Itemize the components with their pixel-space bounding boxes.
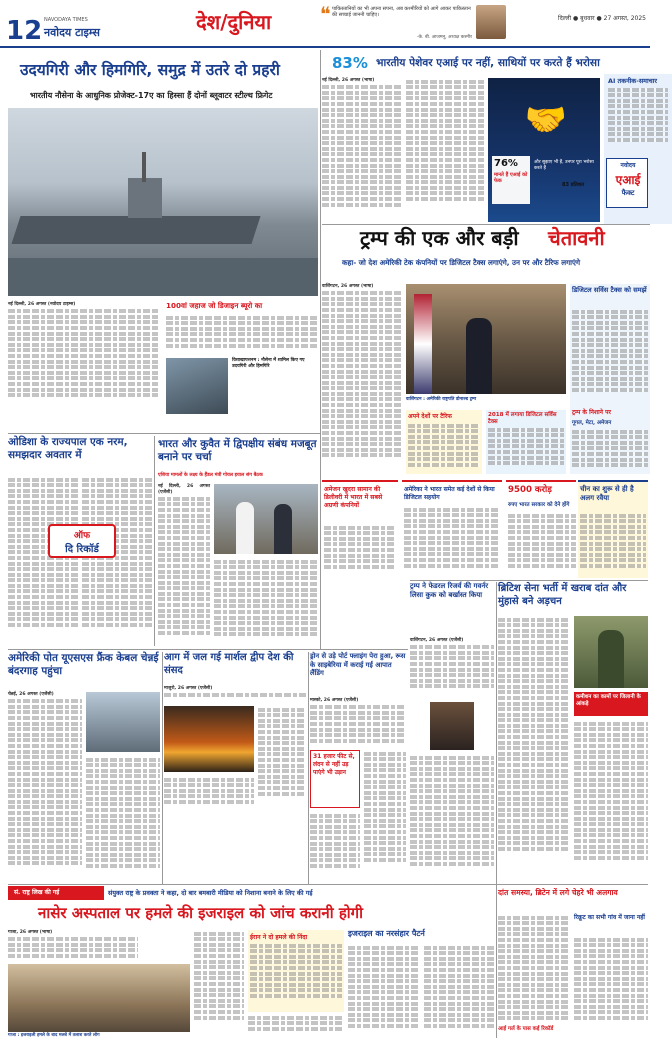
kuwait-photo — [214, 484, 318, 554]
handshake-icon: 🤝 — [524, 100, 568, 140]
rule-v-fed — [496, 582, 497, 1038]
flag-left — [414, 294, 432, 394]
drone-headline: ड्रोन से उड़े पोर्ट फ्लाइंग पेरा हुआ, रूस के साइबेरिया में कराई गई आपात लैंडिंग — [310, 652, 406, 677]
trump-sidebox3-title: ट्रम्प के निशाने पर — [572, 409, 611, 416]
kuwait-headline: भारत और कुवैत में द्विपक्षीय संबंध मजबूत बनाने पर चर्चा — [158, 438, 317, 463]
iran-box-title: ईरान ने दो हमले की निंदा — [250, 934, 308, 941]
trump-sidebox3-sub: गूगल, मेटा, अमेजन — [572, 420, 612, 426]
british-side-story — [574, 914, 648, 1038]
ai-headline-percent: 83% — [332, 54, 368, 72]
british-photo — [574, 616, 648, 688]
rule-v-uspost — [162, 652, 163, 884]
ai-stat2-label: और सुझाए भी हैं, उनपर पूरा भरोसा करते हैं — [534, 160, 594, 171]
odisha-body-right — [82, 476, 152, 644]
digital-tax-title: डिजिटल सर्विस टैक्स को समझें — [572, 286, 647, 294]
amazon-text — [324, 524, 396, 578]
drone-body-right — [364, 750, 406, 882]
us-india-box — [402, 480, 502, 578]
digital-tax-box — [570, 284, 650, 474]
navy-body-left — [8, 302, 158, 414]
ai-fact-text — [608, 86, 668, 156]
british-side-title: कमीशन का कामों पर जिलानी के आंकड़े — [576, 694, 641, 707]
odisha-story — [8, 436, 152, 646]
un-headline: संयुक्त राष्ट्र के प्रवक्ता ने कहा, दो बार बमबारी मीडिया को निशाना बनाने के लिए की गई — [108, 889, 313, 897]
uspost-headline: अमेरिकी पोत यूएसएस फ्रैंक केबल चेन्नई बंदरगाह पहुंचा — [8, 652, 159, 677]
ai-fact-box — [604, 74, 672, 224]
china-box — [578, 480, 648, 578]
trump-dateline: वाशिंगटन, 26 अगस्त (भाषा) — [322, 284, 374, 289]
rule-v-odisha — [154, 436, 155, 646]
british-side-headline: रिक्रूट का सभी गांव में जाना नहीं — [574, 914, 645, 921]
soldier-figure — [598, 630, 624, 688]
story-100-box — [166, 302, 318, 430]
rule-v-main — [320, 50, 321, 650]
drone-body — [310, 698, 406, 748]
british-story — [498, 582, 648, 884]
china-headline: चीन का शुरू से ही है अलग रवैया — [580, 485, 634, 502]
box-9500-text: रुपए भारत सरकार को देने होंगे — [508, 502, 570, 508]
trump-sidebox1 — [406, 410, 482, 474]
odisha-body-left — [8, 476, 78, 644]
british-headline: ब्रिटिश सेना भर्ती में खराब दांत और मुंहासे बने अड़चन — [498, 583, 627, 607]
drone-body-bottom — [310, 812, 360, 882]
quarrel-body — [498, 914, 570, 1038]
kuwait-story — [156, 436, 318, 646]
masthead — [0, 0, 650, 50]
fire-body — [164, 686, 306, 702]
navy-dateline: नई दिल्ली, 26 अगस्त (नवोदय टाइम्स) — [8, 302, 76, 307]
trump-story — [322, 226, 650, 476]
uspost-dateline: चेन्नई, 26 अगस्त (एजेंसी) — [8, 692, 54, 697]
fed-headline: ट्रम्प ने फेडरल रिजर्व की गवर्नर लिसा कुक को बर्खास्त किया — [410, 582, 489, 599]
british-side-text — [574, 936, 648, 1036]
iran-box — [248, 930, 344, 1012]
genocide-box — [348, 930, 496, 1040]
masthead-rule — [0, 46, 650, 48]
off-record-top: ऑफ — [73, 531, 91, 541]
ai-fact-badge3: फैक्ट — [621, 189, 635, 197]
genocide-text-right — [424, 944, 496, 1040]
fed-story — [410, 582, 494, 884]
ai-body-mid — [406, 78, 484, 222]
quote-author-portrait — [476, 5, 506, 39]
nasser-photo — [8, 964, 190, 1032]
trump-body — [322, 284, 402, 474]
kuwait-figure-right — [274, 504, 292, 554]
un-strip — [8, 886, 496, 900]
off-record-bottom: दि रिकॉर्ड — [65, 544, 99, 555]
rule-v-fire — [308, 652, 309, 884]
trump-sidebox2-title: 2018 में लगाया डिजिटल सर्विस टैक्स — [488, 412, 557, 425]
trump-sidebox2-text — [488, 426, 564, 472]
trump-sidebox1-title: अपने देशों पर टैरिफ — [408, 413, 452, 420]
quarrel-headline: दांत समस्या, ब्रिटेन में लगे चेहरे भी अलगाव — [498, 888, 618, 897]
story-100-headline: 100वां जहाज जो डिजाइन ब्यूरो का — [166, 301, 263, 310]
fire-body-right — [258, 706, 306, 810]
fire-story — [164, 652, 306, 812]
box-9500 — [506, 480, 576, 578]
nasser-body-right — [248, 1014, 344, 1040]
trump-sidebox3-text — [572, 428, 648, 472]
rule-h-row3 — [8, 433, 320, 434]
quarrel-headline-2: आई गर्ल के पास कई रिकॉर्ड — [498, 1026, 554, 1032]
quote-mark-icon: ❝ — [320, 2, 331, 26]
trump-photo-caption: वाशिंगटन : अमेरिकी राष्ट्रपति डोनाल्ड ट्रम्प — [406, 397, 477, 402]
trump-photo — [406, 284, 566, 394]
rule-h-bottom — [8, 884, 648, 885]
uspost-body-right — [86, 756, 160, 882]
navy-story — [8, 52, 318, 432]
kuwait-body-left — [158, 484, 210, 644]
fire-headline: आग में जल गई मार्शल द्वीप देश की संसद — [164, 652, 294, 676]
ai-story — [322, 52, 657, 224]
ai-stat3-box — [562, 182, 600, 222]
navy-inset-photo — [166, 358, 228, 414]
paper-name: नवोदय टाइम्स — [44, 26, 100, 39]
ai-stat1-value: 76% — [494, 158, 518, 169]
china-text — [580, 512, 646, 578]
ai-fact-badge — [606, 158, 648, 208]
us-india-headline: अमेरिका ने भारत समेत कई देशों से किया डिजिटल सहयोग — [404, 486, 495, 501]
rule-h-mid-right — [410, 580, 648, 581]
navy-headline: उदयगिरी और हिमगिरि, समुद्र में उतरे दो प्रहरी — [20, 61, 280, 79]
trump-headline-pre: ट्रम्प की एक और बड़ी — [360, 226, 519, 250]
ai-fact-badge1: नवोदय — [620, 162, 636, 169]
fed-photo — [430, 702, 474, 750]
genocide-text-left — [348, 944, 420, 1040]
ai-dateline: नई दिल्ली, 26 अगस्त (भाषा) — [322, 78, 375, 83]
drone-dateline: मास्को, 26 अगस्त (एजेंसी) — [310, 698, 359, 703]
page-number: 12 — [6, 16, 43, 46]
trump-figure — [466, 318, 492, 394]
navy-photo-caption: विशाखापत्तनम : नौसेना में शामिल किए गए उदयगिरी और हिमगिरि — [232, 358, 305, 369]
quote-box — [320, 4, 472, 44]
quarrel-story — [498, 888, 648, 1040]
uspost-story — [8, 652, 160, 884]
kuwait-subhead: एशिया मामलों के लक्ष्य के हैंडल मंत्री गोयल इयाल संग बैठक — [158, 473, 263, 478]
fire-dateline: माजुरो, 26 अगस्त (एजेंसी) — [164, 686, 213, 691]
british-body-right — [574, 720, 648, 882]
box-9500-number: 9500 करोड़ — [508, 485, 552, 495]
ai-stat1-box — [492, 156, 530, 204]
trump-sidebox1-text — [408, 422, 480, 472]
odisha-headline: ओडिशा के राज्यपाल एक नरम, समझदार अवतार में — [8, 436, 128, 461]
kuwait-body-right — [214, 558, 318, 644]
story-31-headline: 31 हजार फीट से, लंदन से नहीं उड़ पाएंगे भी उड़ान — [313, 753, 355, 776]
water — [8, 258, 318, 296]
story-100-text — [166, 314, 318, 354]
navy-photo — [8, 108, 318, 296]
ai-fact-badge2: एआई — [615, 173, 641, 187]
date-line: दिल्ली ● बुधवार ● 27 अगस्त, 2025 — [558, 15, 646, 22]
fed-body — [410, 638, 494, 698]
fed-body-bottom — [410, 754, 494, 882]
fed-dateline: वाशिंगटन, 26 अगस्त (एजेंसी) — [410, 638, 464, 643]
nasser-story — [8, 904, 496, 1041]
genocide-headline: इजराइल का नरसंहार पैटर्न — [348, 929, 425, 938]
story-31-box — [310, 750, 360, 808]
rule-h-row2 — [322, 224, 650, 225]
ai-stat1-label: मानते हैं एआई को फेक — [494, 172, 528, 184]
nasser-body — [8, 930, 138, 962]
off-record-badge — [48, 524, 116, 558]
ship-hull — [11, 216, 260, 244]
ai-fact-title: AI तकनीक-समाचार — [608, 77, 657, 85]
amazon-box — [322, 480, 398, 578]
paper-name-small: NAVODAYA TIMES — [44, 17, 88, 23]
trump-sidebox2 — [486, 410, 566, 474]
nasser-dateline: गाजा, 26 अगस्त (भाषा) — [8, 930, 53, 935]
us-india-text — [404, 506, 500, 578]
nasser-photo-caption: गाजा : इजराइली हमले के बाद मलबे में तलाश करते लोग — [8, 1033, 100, 1038]
fire-body-bottom — [164, 776, 254, 810]
digital-tax-text — [572, 308, 648, 404]
nasser-body-mid — [194, 930, 244, 1038]
navy-subhead: भारतीय नौसेना के आधुनिक प्रोजेक्ट-17ए का हिस्सा हैं दोनों ब्लूवाटर स्टील्थ फ्रिगेट — [30, 91, 273, 100]
section-title: देश/दुनिया — [196, 10, 272, 34]
iran-box-text — [250, 942, 342, 1010]
trump-headline-post: चेतावनी — [548, 226, 605, 250]
quote-author: -के. बी. आजमनू, अध्यक्ष कश्मीर — [416, 35, 472, 40]
ai-headline: भारतीय पेशेवर एआई पर नहीं, साथियों पर करते हैं भरोसा — [376, 57, 600, 69]
rule-h-row4 — [8, 649, 408, 650]
nasser-headline: नासेर अस्पताल पर हमले की इजराइल को जांच करानी होगी — [38, 904, 363, 922]
fire-photo — [164, 706, 254, 772]
uspost-photo — [86, 692, 160, 752]
section-banner — [182, 0, 318, 46]
box-9500-body — [508, 512, 576, 578]
uspost-body-left — [8, 692, 82, 882]
trump-subhead: कहा- जो देश अमेरिकी टेक कंपनियों पर डिजिटल टैक्स लगाएंगे, उन पर और टैरिफ लगाएंगे — [342, 258, 581, 267]
british-side-box — [574, 692, 648, 716]
quote-text: पाकिस्तानियों का भी अपना सपना, अब कश्मीरियों को आगे आकर पाकिस्तान की सच्चाई जाननी चाहिए। — [332, 6, 471, 19]
british-body — [498, 616, 570, 882]
kuwait-figure-left — [236, 502, 254, 554]
ship-tower — [128, 178, 162, 218]
drone-story — [310, 652, 406, 884]
kuwait-dateline: नई दिल्ली, 26 अगस्त (एजेंसी) — [158, 484, 210, 495]
un-tag: सं. राष्ट्र लिख की गई — [8, 886, 104, 900]
ship-mast — [142, 152, 146, 182]
amazon-headline: अमेजन खुदरा सामान की डिलीवरी में भारत में सबसे अग्रणी कंपनियों — [324, 486, 383, 509]
ai-body-left — [322, 78, 402, 222]
ai-stat3-value: 83 प्रतिशत — [562, 182, 584, 188]
